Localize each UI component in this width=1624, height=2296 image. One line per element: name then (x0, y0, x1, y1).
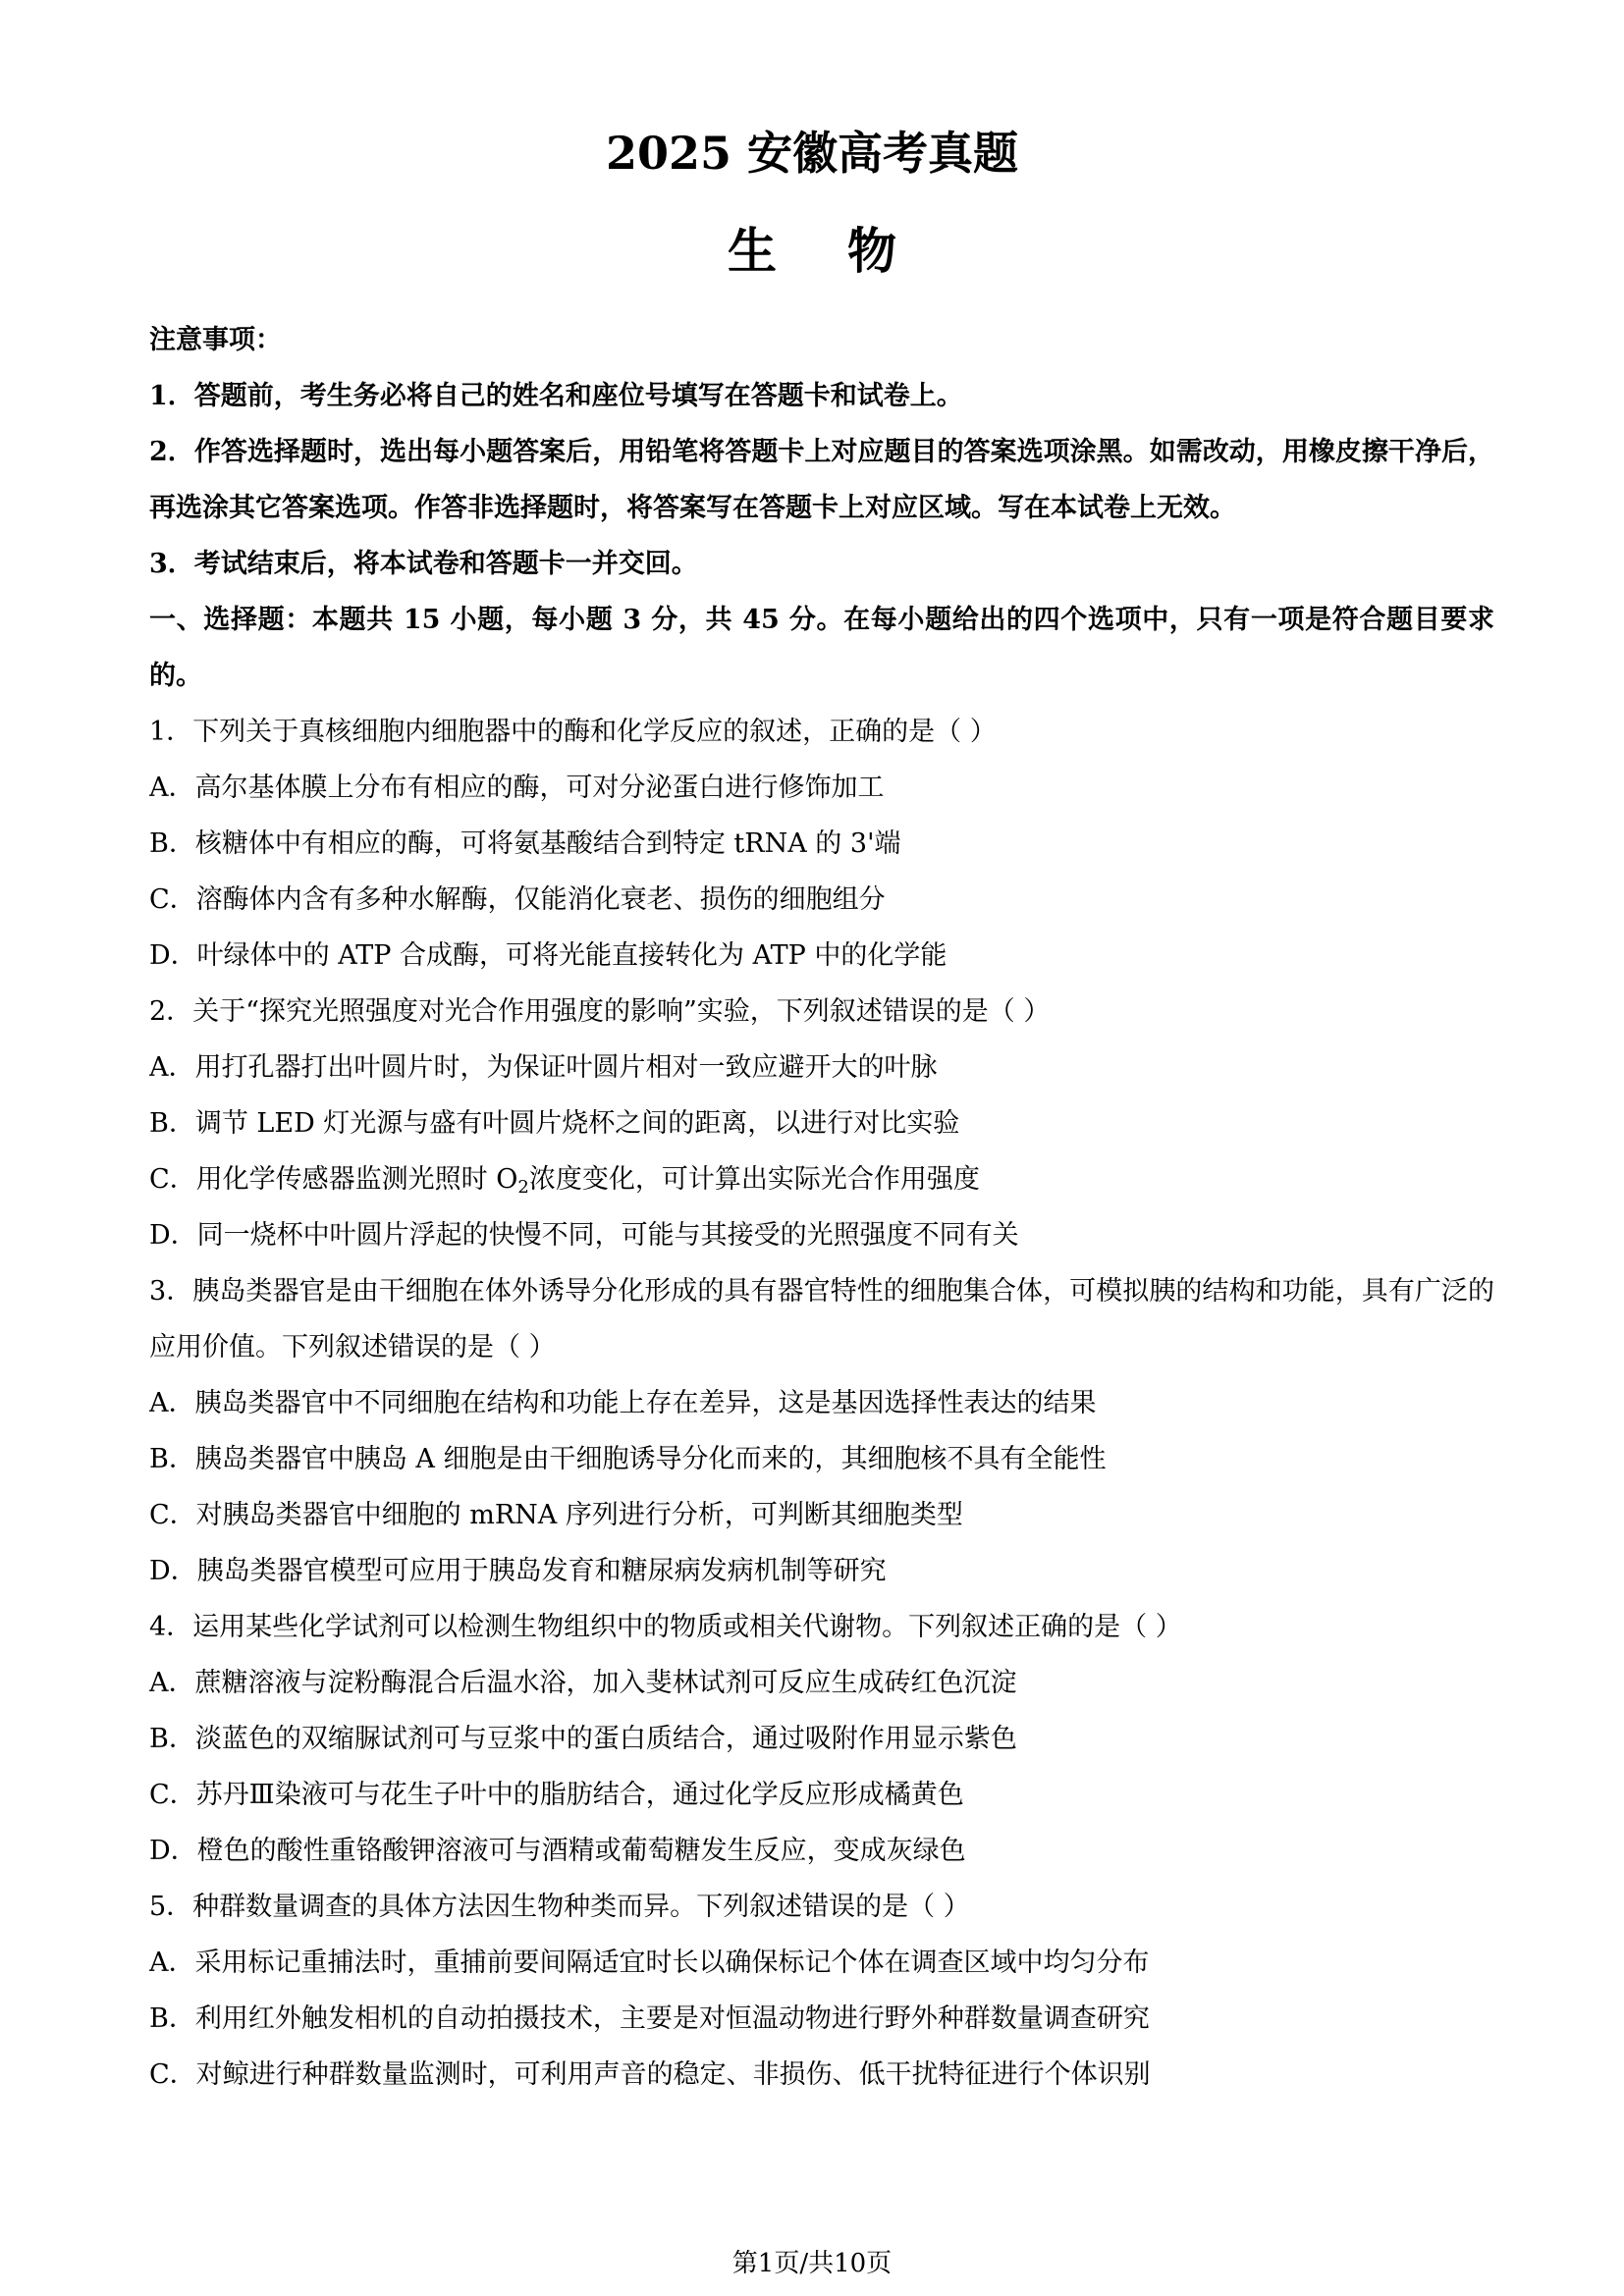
page-number: 第1页/共10页 (731, 2249, 893, 2278)
question-5-option-c: C．对鲸进行种群数量监测时，可利用声音的稳定、非损伤、低干扰特征进行个体识别 (149, 2059, 1151, 2090)
question-5-stem: 5．种群数量调查的具体方法因生物种类而异。下列叙述错误的是（ ） (149, 1892, 970, 1922)
question-4-option-c: C．苏丹Ⅲ染液可与花生子叶中的脂肪结合，通过化学反应形成橘黄色 (149, 1780, 964, 1810)
question-1-option-a: A．高尔基体膜上分布有相应的酶，可对分泌蛋白进行修饰加工 (149, 773, 885, 803)
question-4-option-b: B．淡蓝色的双缩脲试剂可与豆浆中的蛋白质结合，通过吸附作用显示紫色 (149, 1724, 1017, 1754)
exam-title: 2025 安徽高考真题 (605, 127, 1019, 180)
question-1-option-d: D．叶绿体中的 ATP 合成酶，可将光能直接转化为 ATP 中的化学能 (149, 940, 947, 971)
question-2-option-d: D．同一烧杯中叶圆片浮起的快慢不同，可能与其接受的光照强度不同有关 (149, 1220, 1019, 1251)
question-2-option-c (149, 1151, 1494, 1207)
question-4-option-a: A．蔗糖溶液与淀粉酶混合后温水浴，加入斐林试剂可反应生成砖红色沉淀 (149, 1668, 1017, 1698)
question-3-option-c: C．对胰岛类器官中细胞的 mRNA 序列进行分析，可判断其细胞类型 (149, 1500, 963, 1530)
question-3-option-d: D．胰岛类器官模型可应用于胰岛发育和糖尿病发病机制等研究 (149, 1556, 887, 1586)
question-3-option-b: B．胰岛类器官中胰岛 A 细胞是由干细胞诱导分化而来的，其细胞核不具有全能性 (149, 1444, 1107, 1474)
question-2-option-a: A．用打孔器打出叶圆片时，为保证叶圆片相对一致应避开大的叶脉 (149, 1052, 938, 1083)
question-5-option-a: A．采用标记重捕法时，重捕前要间隔适宜时长以确保标记个体在调查区域中均匀分布 (149, 1948, 1150, 1978)
question-5-option-b: B．利用红外触发相机的自动拍摄技术，主要是对恒温动物进行野外种群数量调查研究 (149, 2003, 1150, 2034)
subject-title: 生物 (728, 222, 967, 280)
question-1-option-c: C．溶酶体内含有多种水解酶，仅能消化衰老、损伤的细胞组分 (149, 884, 886, 915)
notice-item-1: 1．答题前，考生务必将自己的姓名和座位号填写在答题卡和试卷上。 (149, 381, 963, 411)
notice-item-3: 3．考试结束后，将本试卷和答题卡一并交回。 (149, 549, 698, 579)
question-2-option-c-tail: 浓度变化，可计算出实际光合作用强度 (528, 1164, 980, 1195)
question-4-stem: 4．运用某些化学试剂可以检测生物组织中的物质或相关代谢物。下列叙述正确的是（ ） (149, 1612, 1182, 1642)
question-2-option-c-subscript: 2 (517, 1177, 529, 1198)
exam-content (149, 312, 1494, 2103)
notice-item-2: 2．作答选择题时，选出每小题答案后，用铅笔将答题卡上对应题目的答案选项涂黑。如需改动，用橡皮擦干净后，再选涂其它答案选项。作答非选择题时，将答案写在答题卡上对应区域。写在本试卷上无效。 (149, 437, 1494, 523)
question-1-stem: 1．下列关于真核细胞内细胞器中的酶和化学反应的叙述，正确的是（ ） (149, 717, 997, 747)
section-heading: 一、选择题：本题共 15 小题，每小题 3 分，共 45 分。在每小题给出的四个选项中，只有一项是符合题目要求的。 (149, 605, 1494, 691)
question-4-option-d: D．橙色的酸性重铬酸钾溶液可与酒精或葡萄糖发生反应，变成灰绿色 (149, 1836, 966, 1866)
question-3-option-a: A．胰岛类器官中不同细胞在结构和功能上存在差异，这是基因选择性表达的结果 (149, 1388, 1097, 1418)
notice-heading: 注意事项： (149, 325, 282, 355)
question-2-option-c-head: C．用化学传感器监测光照时 O (149, 1164, 518, 1195)
question-2-option-b: B．调节 LED 灯光源与盛有叶圆片烧杯之间的距离，以进行对比实验 (149, 1108, 960, 1139)
question-3-stem: 3．胰岛类器官是由干细胞在体外诱导分化形成的具有器官特性的细胞集合体，可模拟胰的结构和功能，具有广泛的应用价值。下列叙述错误的是（ ） (149, 1276, 1494, 1362)
question-1-option-b: B．核糖体中有相应的酶，可将氨基酸结合到特定 tRNA 的 3'端 (149, 828, 901, 859)
question-2-stem: 2．关于“探究光照强度对光合作用强度的影响”实验，下列叙述错误的是（ ） (149, 996, 1051, 1027)
